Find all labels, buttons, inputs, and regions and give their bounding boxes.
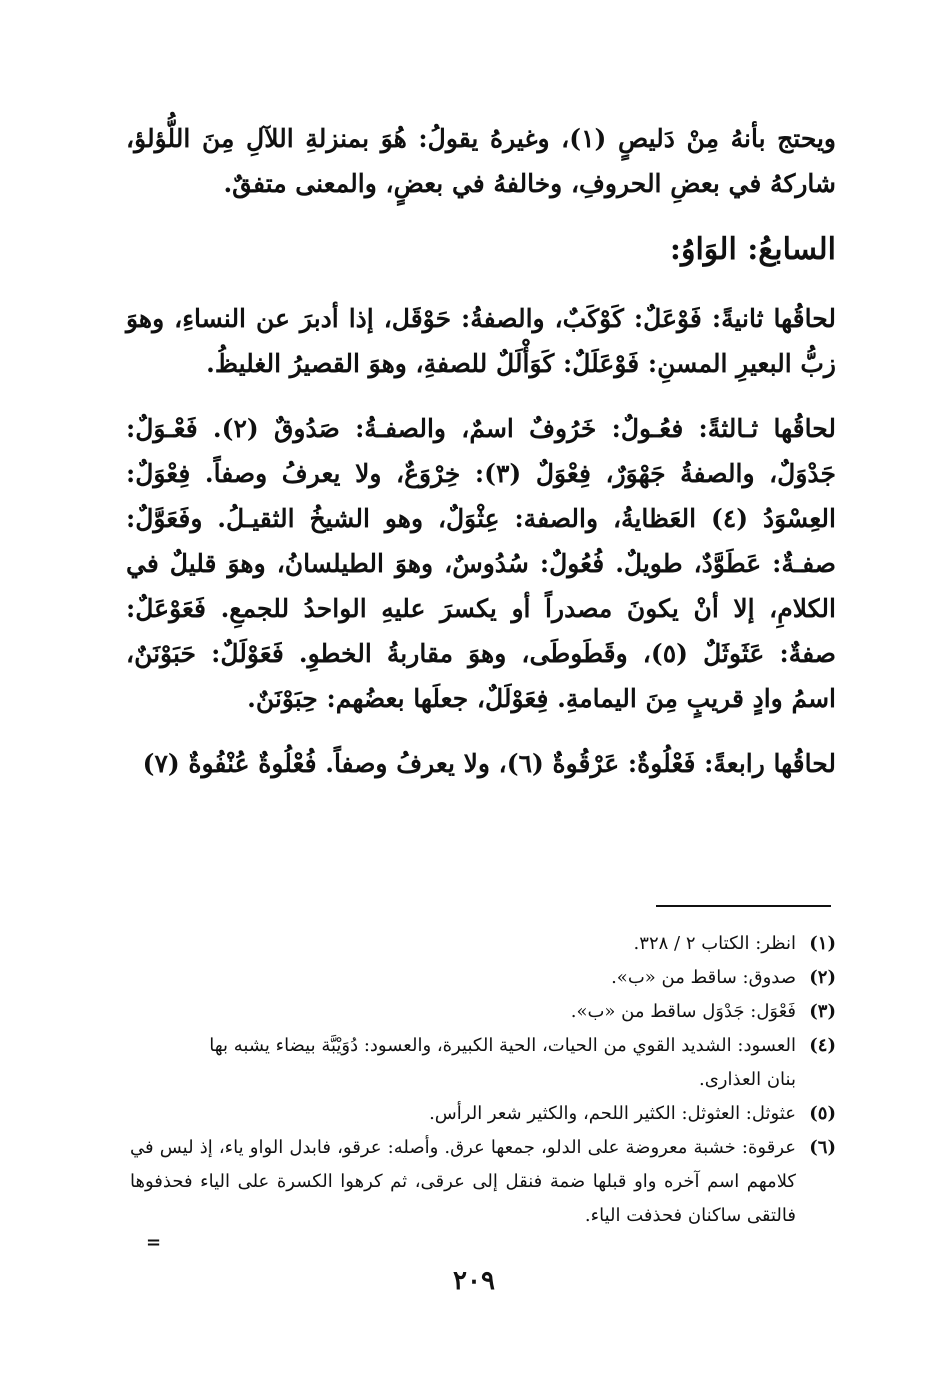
footnote-text: صدوق: ساقط من «ب». [611, 967, 796, 988]
footnote-number: (٦) [809, 1137, 836, 1158]
footnote-number: (٢) [809, 967, 836, 988]
footnote-number: (٤) [809, 1035, 836, 1056]
footnote-text: العسود: الشديد القوي من الحيات، الحية الكبيرة، والعسود: دُوَيْبَّة بيضاء يشبه بها [209, 1035, 796, 1056]
footnote-text: انظر: الكتاب ٢ / ٣٢٨. [633, 933, 796, 954]
footnotes [130, 927, 836, 1233]
footnote-number: (٥) [809, 1103, 836, 1124]
paragraph-3: لحاقُها ثـالثةً: فعُـولٌ: خَرُوفٌ اسمٌ، والصفـةُ: صَدُوقٌ (٢). فَعْـوَلٌ: جَدْوَلٌ، والصفةُ جَهْوَرٌ، فِعْوَلٌ (٣): خِرْوَعٌ، ولا يعرفُ وصفاً. فِعْوَلٌ: العِسْوَدُ (٤) العَظايةُ، والصفة: عِثْوَلٌ، وهو الشيخُ الثقيـلُ. وفَعَوَّلٌ: صفـةٌ: عَطَوَّدٌ، طويلٌ. فُعُولٌ: سُدُوسٌ، وهوَ الطيلسانُ، وهوَ قليلٌ في الكلامِ، إلا أنْ يكونَ مصدراً أو يكسرَ عليهِ الواحدُ للجمعِ. فَعَوْعَلٌ: صفةٌ: عَثَوثَلٌ (٥)، وقَطَوطَى، وهوَ مقاربةُ الخطوِ. فَعَوْلَلٌ: حَبَوْنَنٌ، اسمُ وادٍ قريبٍ مِنَ اليمامةِ. فِعَوْلَلٌ، جعلَها بعضُهم: حِبَوْنَنٌ. [126, 414, 836, 713]
footnote-4 [130, 1029, 836, 1097]
footnote-3 [130, 995, 836, 1029]
paragraph-2: لحاقُها ثانيةً: فَوْعَلٌ: كَوْكَبٌ، والصفةُ: حَوْقَل، إذا أدبرَ عن النساءِ، وهوَ زبُّ البعيرِ المسنِ: فَوْعَلَلٌ: كَوَأْلَلٌ للصفةِ، وهوَ القصيرُ الغليظُ. [126, 304, 836, 378]
footnote-separator [656, 905, 831, 907]
footnote-text: فَعْوَل: جَدْوَل ساقط من «ب». [570, 1001, 796, 1022]
page-number: ٢٠٩ [453, 1266, 495, 1296]
continuation-mark: = [146, 1232, 162, 1253]
footnote-text: عثوثل: العثوثل: الكثير اللحم، والكثير شعر الرأس. [429, 1103, 796, 1124]
footnote-5 [130, 1097, 836, 1131]
section-heading: السابعُ: الوَاوُ: [669, 232, 836, 267]
footnote-text: عرقوة: خشبة معروضة على الدلو، جمعها عرق. وأصله: عرقو، فابدل الواو ياء، إذ ليس في كلامهم اسم آخره واو قبلها ضمة فنقل إلى عرقى، ثم كرهوا الكسرة على الياء فحذفوها فالتقى ساكنان فحذفت الياء. [130, 1137, 796, 1226]
footnote-6 [130, 1131, 836, 1233]
paragraph-4: لحاقُها رابعةً: فَعْلُوةٌ: عَرْقُوةٌ (٦)، ولا يعرفُ وصفاً. فُعْلُوةٌ عُنْفُوةٌ (٧) [142, 749, 836, 778]
footnote-2 [130, 961, 836, 995]
paragraph-1: ويحتج بأنهُ مِنْ دَليصٍ (١)، وغيرهُ يقولُ: هُوَ بمنزلةِ اللآلِ مِنَ اللُّؤلؤ، شاركهُ في بعضِ الحروفِ، وخالفهُ في بعضٍ، والمعنى متفقٌ. [126, 124, 837, 198]
footnote-number: (١) [809, 933, 836, 954]
footnote-number: (٣) [809, 1001, 836, 1022]
main-text [126, 116, 836, 806]
footnote-1 [130, 927, 836, 961]
footnote-continuation: بنان العذارى. [699, 1069, 796, 1090]
